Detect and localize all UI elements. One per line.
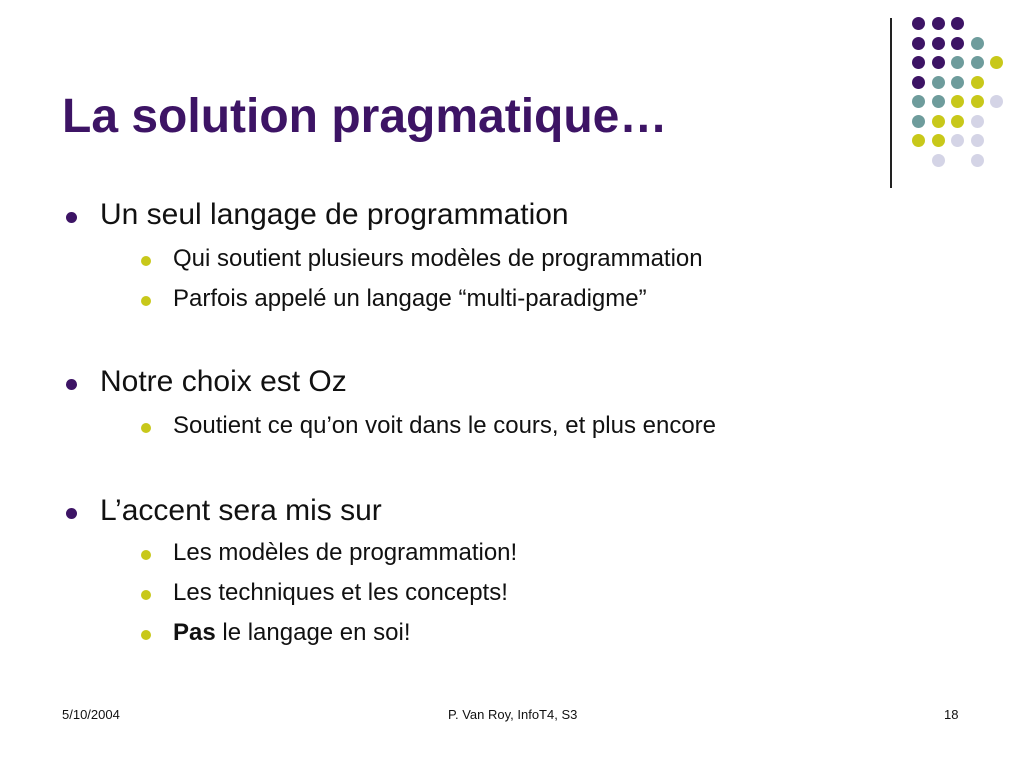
bullet-level2: Parfois appelé un langage “multi-paradigme”: [173, 285, 647, 312]
decorative-dot: [932, 134, 945, 147]
decorative-dot: [971, 134, 984, 147]
bullet-level2: Les modèles de programmation!: [173, 539, 518, 566]
decorative-dot: [971, 56, 984, 69]
decorative-dot: [951, 134, 964, 147]
decorative-dot: [912, 134, 925, 147]
decorative-dot: [932, 17, 945, 30]
decorative-dot: [932, 154, 945, 167]
sub-bullet-dot-icon: [141, 630, 151, 640]
decorative-dot: [912, 37, 925, 50]
decorative-dot: [912, 76, 925, 89]
footer-author: P. Van Roy, InfoT4, S3: [448, 707, 578, 722]
bullet-level2: [173, 619, 411, 647]
decorative-dot: [932, 37, 945, 50]
decorative-dot: [990, 95, 1003, 108]
decorative-dot: [912, 56, 925, 69]
decorative-dot: [971, 95, 984, 108]
sub-bullet-dot-icon: [141, 550, 151, 560]
decorative-dot: [951, 115, 964, 128]
bullet-level2: Qui soutient plusieurs modèles de programmation: [173, 245, 703, 272]
decorative-dot: [971, 154, 984, 167]
slide-title: La solution pragmatique…: [62, 90, 668, 143]
decorative-dot: [912, 95, 925, 108]
bullet-text: le langage en soi!: [215, 619, 411, 646]
decorative-dot: [932, 115, 945, 128]
decorative-dot: [951, 56, 964, 69]
decorative-dot: [912, 115, 925, 128]
bullet-level1: Un seul langage de programmation: [100, 198, 569, 231]
decorative-dot: [951, 17, 964, 30]
decorative-dot: [951, 95, 964, 108]
decorative-dot: [951, 76, 964, 89]
footer-date: 5/10/2004: [62, 707, 120, 722]
bullet-dot-icon: [66, 379, 77, 390]
decorative-vertical-line: [890, 18, 892, 188]
decorative-dot: [971, 76, 984, 89]
decorative-dot: [951, 37, 964, 50]
sub-bullet-dot-icon: [141, 423, 151, 433]
sub-bullet-dot-icon: [141, 256, 151, 266]
bullet-level1: Notre choix est Oz: [100, 365, 347, 398]
bullet-level2: Soutient ce qu’on voit dans le cours, et plus encore: [173, 412, 716, 439]
bullet-dot-icon: [66, 508, 77, 519]
decorative-dot: [971, 115, 984, 128]
sub-bullet-dot-icon: [141, 590, 151, 600]
footer-page-number: 18: [944, 707, 959, 722]
decorative-dot: [932, 76, 945, 89]
decorative-dot: [990, 56, 1003, 69]
bullet-level2: Les techniques et les concepts!: [173, 579, 508, 606]
bullet-level1: L’accent sera mis sur: [100, 494, 382, 527]
bullet-dot-icon: [66, 212, 77, 223]
decorative-dot: [932, 95, 945, 108]
bold-emphasis: Pas: [173, 619, 216, 646]
decorative-dot: [932, 56, 945, 69]
sub-bullet-dot-icon: [141, 296, 151, 306]
decorative-dot: [971, 37, 984, 50]
decorative-dot: [912, 17, 925, 30]
